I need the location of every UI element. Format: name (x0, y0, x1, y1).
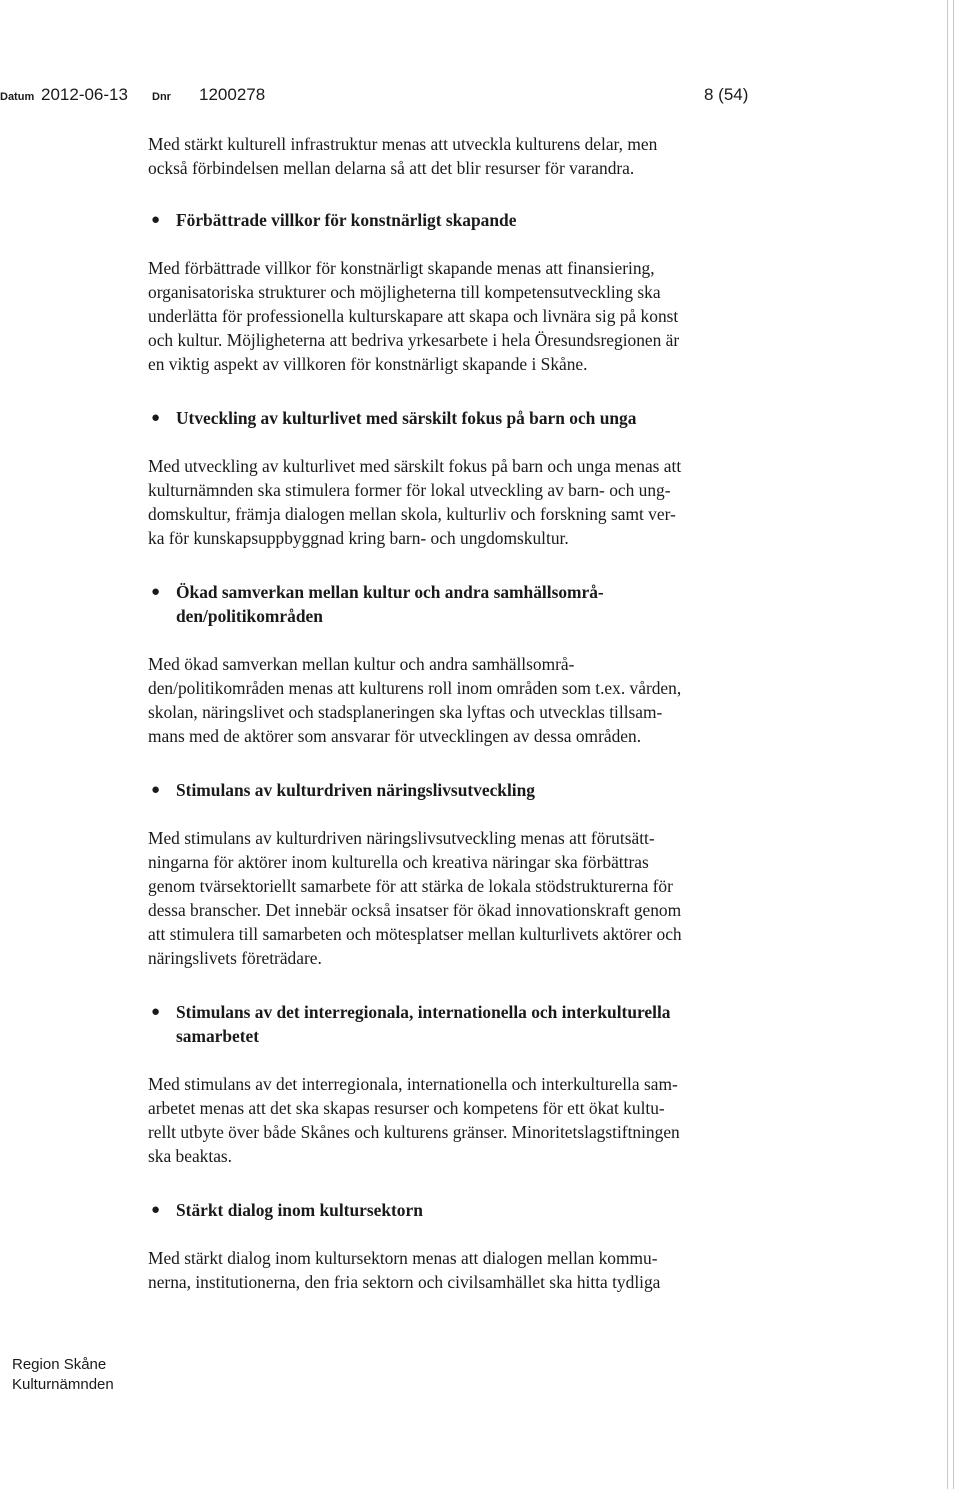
page-footer (12, 1355, 114, 1395)
body-line: underlätta för professionella kulturskapare att skapa och livnära sig på konst (148, 306, 679, 326)
body-line: Med ökad samverkan mellan kultur och andra samhällsområ- (148, 654, 575, 674)
section-dialog (148, 1198, 798, 1294)
section-paragraph (148, 652, 798, 748)
document-body (148, 132, 798, 1294)
body-line: kulturnämnden ska stimulera former för lokal utveckling av barn- och ung- (148, 480, 671, 500)
heading-line: Utveckling av kulturlivet med särskilt fokus på barn och unga (176, 408, 637, 428)
section-paragraph (148, 454, 798, 550)
footer-unit: Kulturnämnden (12, 1376, 114, 1393)
body-line: att stimulera till samarbeten och mötesplatser mellan kulturlivets aktörer och (148, 924, 682, 944)
section-heading (148, 406, 798, 430)
body-line: mans med de aktörer som ansvarar för utvecklingen av dessa områden. (148, 726, 642, 746)
page-header (0, 85, 960, 109)
body-line: dessa branscher. Det innebär också insatser för ökad innovationskraft genom (148, 900, 682, 920)
heading-line: Stimulans av kulturdriven näringslivsutveckling (176, 780, 535, 800)
body-line: organisatoriska strukturer och möjligheterna till kompetensutveckling ska (148, 282, 661, 302)
scan-edge-line (953, 0, 954, 1489)
body-line: nerna, institutionerna, den fria sektorn och civilsamhället ska hitta tydliga (148, 1272, 661, 1292)
intro-line: Med stärkt kulturell infrastruktur menas att utveckla kulturens delar, men (148, 134, 658, 154)
section-naringsliv (148, 778, 798, 970)
scan-edge-line (947, 0, 948, 1489)
body-line: rellt utbyte över både Skånes och kulturens gränser. Minoritetslagstiftningen (148, 1122, 680, 1142)
body-line: näringslivets företrädare. (148, 948, 322, 968)
section-barn-unga (148, 406, 798, 550)
page-number: 8 (54) (704, 85, 749, 104)
section-heading (148, 1000, 798, 1048)
section-villkor (148, 208, 798, 376)
heading-line: Stimulans av det interregionala, internationella och interkulturella (176, 1002, 671, 1022)
section-paragraph (148, 826, 798, 970)
intro-line: också förbindelsen mellan delarna så att det blir resurser för varandra. (148, 158, 635, 178)
body-line: Med förbättrade villkor för konstnärligt skapande menas att finansiering, (148, 258, 655, 278)
section-heading (148, 208, 798, 232)
body-line: skolan, näringslivet och stadsplaneringen ska lyftas och utvecklas tillsam- (148, 702, 663, 722)
bullet-icon: ● (151, 410, 161, 426)
body-line: ska beaktas. (148, 1146, 233, 1166)
dnr-label: Dnr (152, 91, 171, 103)
body-line: Med utveckling av kulturlivet med särskilt fokus på barn och unga menas att (148, 456, 682, 476)
bullet-icon: ● (151, 212, 161, 228)
bullet-icon: ● (151, 1004, 161, 1020)
body-line: genom tvärsektoriellt samarbete för att stärka de lokala stödstrukturerna för (148, 876, 673, 896)
body-line: Med stimulans av det interregionala, internationella och interkulturella sam- (148, 1074, 678, 1094)
section-heading (148, 1198, 798, 1222)
body-line: Med stimulans av kulturdriven näringslivsutveckling menas att förutsätt- (148, 828, 655, 848)
body-line: arbetet menas att det ska skapas resurser och kompetens för ett ökat kultu- (148, 1098, 665, 1118)
section-heading (148, 778, 798, 802)
dnr-number: 1200278 (199, 85, 266, 104)
section-paragraph (148, 256, 798, 376)
body-line: en viktig aspekt av villkoren för konstnärligt skapande i Skåne. (148, 354, 588, 374)
body-line: domskultur, främja dialogen mellan skola, kulturliv och forskning samt ver- (148, 504, 676, 524)
body-line: och kultur. Möjligheterna att bedriva yrkesarbete i hela Öresundsregionen är (148, 330, 680, 350)
bullet-icon: ● (151, 584, 161, 600)
heading-line: Ökad samverkan mellan kultur och andra samhällsområ- (176, 582, 604, 602)
datum-label: Datum (0, 91, 35, 103)
section-samverkan (148, 580, 798, 748)
heading-line: den/politikområden (176, 606, 323, 626)
heading-line: samarbetet (176, 1026, 260, 1046)
heading-line: Stärkt dialog inom kultursektorn (176, 1200, 423, 1220)
intro-paragraph (148, 132, 798, 180)
document-date: 2012-06-13 (41, 85, 128, 104)
section-internationellt (148, 1000, 798, 1168)
body-line: Med stärkt dialog inom kultursektorn menas att dialogen mellan kommu- (148, 1248, 658, 1268)
section-paragraph (148, 1246, 798, 1294)
body-line: ka för kunskapsuppbyggnad kring barn- och ungdomskultur. (148, 528, 569, 548)
footer-org: Region Skåne (12, 1356, 107, 1373)
section-paragraph (148, 1072, 798, 1168)
body-line: den/politikområden menas att kulturens roll inom områden som t.ex. vården, (148, 678, 682, 698)
section-heading (148, 580, 798, 628)
heading-line: Förbättrade villkor för konstnärligt skapande (176, 210, 517, 230)
bullet-icon: ● (151, 1202, 161, 1218)
body-line: ningarna för aktörer inom kulturella och kreativa näringar ska förbättras (148, 852, 649, 872)
bullet-icon: ● (151, 782, 161, 798)
